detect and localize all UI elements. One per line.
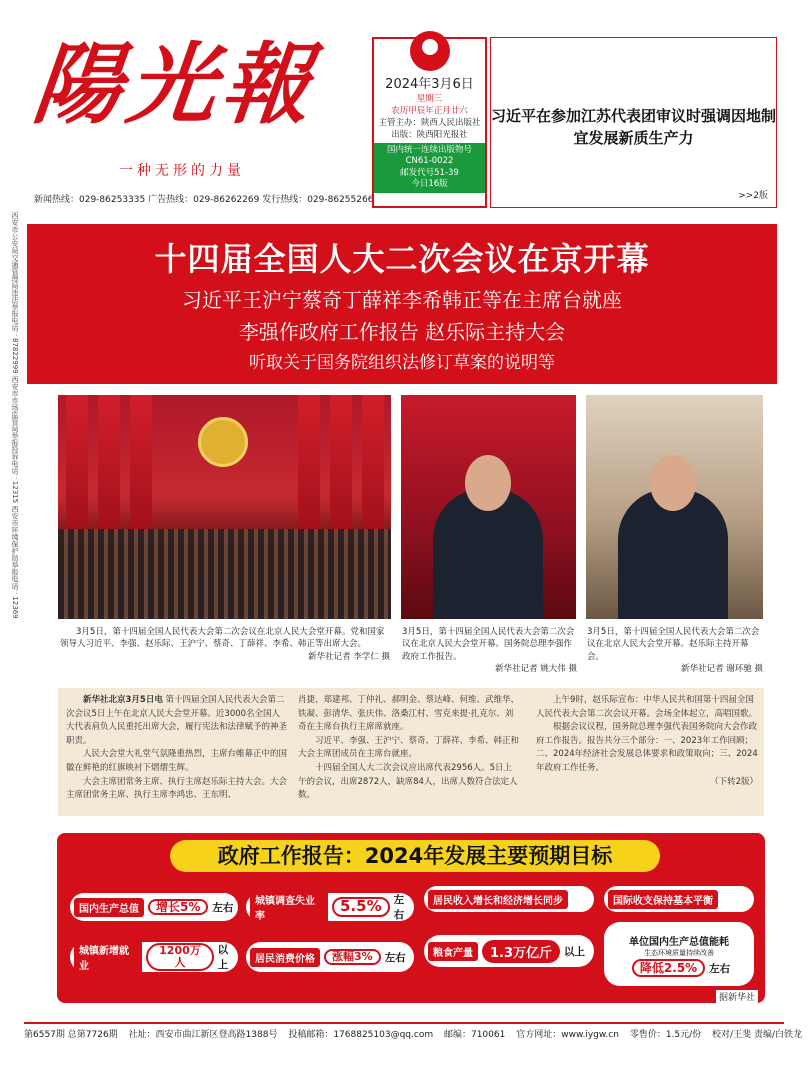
serial-label: 国内统一连续出版物号 — [386, 145, 472, 155]
story-column-1: 新华社北京3月5日电 第十四届全国人民代表大会第二次会议5日上午在北京人民大会堂开幕。近3000名全国人大代表肩负人民重托出席大会，履行宪法和法律赋予的神圣职责。 人民大会堂大礼堂气氛隆重热烈，主席台帷幕正中的国徽在鲜艳的红旗映衬下熠熠生辉。 大会主席团常务主席、执行主席赵乐际主持大会。大会主席团常务主席、执行主席李鸿忠、王东明、 — [66, 695, 288, 801]
photo-credit: 新华社记者 姚大伟 摄 — [495, 663, 577, 674]
jobs-target: 城镇新增就业 1200万人 以上 — [70, 942, 238, 972]
story-column-3: 上午9时，赵乐际宣布：中华人民共和国第十四届全国人民代表大会第二次会议开幕。会场全体起立，高唱国歌。 根据会议议程，国务院总理李强代表国务院向大会作政府工作报告。报告共分三个部分：一、2023年工作回顾；二、2024年经济社会发展总体要求和政策取向；三、2024年政府工作任务。 （下转2版） — [536, 694, 758, 789]
grain-value: 1.3万亿斤 — [482, 940, 560, 963]
photo-caption-2: 3月5日，第十四届全国人民代表大会第二次会议在北京人民大会堂开幕。国务院总理李强作政府工作报告。 新华社记者 姚大伟 摄 — [402, 627, 577, 674]
income-target: 居民收入增长和经济增长同步 — [424, 886, 594, 912]
jobs-value: 1200万人 — [146, 943, 213, 970]
issue-number: 第6557期 总第7726期 — [24, 1030, 118, 1040]
unemployment-value: 5.5% — [332, 897, 390, 917]
energy-value: 降低2.5% — [632, 959, 705, 977]
unemployment-target: 城镇调查失业率 5.5% 左右 — [246, 893, 414, 921]
story-column-2: 肖捷、郑建邦、丁仲礼、郝明金、蔡达峰、何维、武维华、铁凝、彭清华、张庆伟、洛桑江村、雪克来提·扎克尔、刘奇在主席台执行主席席就座。 习近平、李强、王沪宁、蔡奇、丁薛祥、李希、韩正和大会主席团成员在主席台就座。 十四届全国人大二次会议应出席代表2956人。5日上午的会议，出席2872人，缺席84人，出席人数符合法定人数。 — [298, 695, 520, 801]
photo-credit: 新华社记者 谢环驰 摄 — [681, 663, 763, 674]
national-emblem-icon — [198, 417, 248, 467]
presidium-seats — [58, 529, 391, 619]
targets-title: 政府工作报告：2024年发展主要预期目标 — [170, 840, 660, 872]
congress-hall-photo — [58, 395, 391, 619]
zhao-leji-photo — [586, 395, 763, 619]
cn-number: CN61-0022 — [405, 156, 454, 167]
page-footer — [24, 1022, 802, 1040]
editors: 校对/王斐 责编/白铁龙 — [712, 1030, 802, 1040]
masthead — [24, 30, 369, 190]
photo-caption-3: 3月5日，第十四届全国人民代表大会第二次会议在北京人民大会堂开幕。赵乐际主持开幕会。 新华社记者 谢环驰 摄 — [587, 627, 763, 674]
gdp-target: 国内生产总值 增长5% 左右 — [70, 893, 238, 921]
page-count: 今日16版 — [411, 179, 448, 190]
issue-date: 2024年3月6日 — [385, 77, 474, 92]
slogan: 一种无形的力量 — [119, 163, 245, 179]
publication-info — [374, 143, 485, 193]
lunar-date: 农历甲辰年正月廿六 — [391, 106, 468, 116]
sun-logo-icon — [410, 31, 450, 71]
lead-headline: 十四届全国人大二次会议在京开幕 — [154, 240, 650, 278]
zip-code: 邮编：710061 — [443, 1030, 506, 1040]
subheadline-1: 习近平王沪宁蔡奇丁薛祥李希韩正等在主席台就座 — [182, 288, 622, 312]
energy-target: 单位国内生产总值能耗 生态环境质量持续改善 降低2.5% 左右 — [604, 922, 754, 986]
cpi-value: 涨幅3% — [324, 949, 381, 965]
address: 社址：西安市曲江新区登高路1388号 — [128, 1030, 278, 1040]
newspaper-logo: 陽光報 — [28, 32, 322, 136]
postal-code: 邮发代号51-39 — [400, 167, 459, 178]
hotlines: 新闻热线：029-86253335 广告热线：029-86262269 发行热线：029-86255266 — [34, 195, 374, 205]
photo-caption-1: 3月5日，第十四届全国人民代表大会第二次会议在北京人民大会堂开幕。党和国家领导人习近平、李强、赵乐际、王沪宁、蔡奇、丁薛祥、李希、韩正等出席大会。 新华社记者 李学仁 摄 — [60, 627, 390, 662]
sponsor: 主管主办：陕西人民出版社 — [378, 118, 481, 128]
subheadline-2: 李强作政府工作报告 赵乐际主持大会 — [238, 320, 566, 344]
price: 零售价：1.5元/份 — [629, 1030, 702, 1040]
publisher: 出版：陕西阳光报社 — [391, 130, 468, 140]
gdp-value: 增长5% — [148, 899, 208, 916]
source-note: 据新华社 — [716, 990, 758, 1003]
li-qiang-photo — [401, 395, 576, 619]
cpi-target: 居民消费价格 涨幅3% 左右 — [246, 942, 414, 972]
weekday: 星期三 — [416, 94, 443, 104]
dateline: 新华社北京3月5日电 — [83, 695, 163, 705]
promo-page-ref: >>2版 — [738, 191, 768, 201]
subheadline-3: 听取关于国务院组织法修订草案的说明等 — [249, 353, 555, 373]
website[interactable]: 官方网址：www.iygw.cn — [516, 1030, 619, 1040]
news-story — [58, 688, 764, 816]
continued-note[interactable]: （下转2版） — [710, 776, 758, 787]
photo-credit: 新华社记者 李学仁 摄 — [308, 651, 390, 662]
promo-title[interactable]: 习近平在参加江苏代表团审议时强调因地制宜发展新质生产力 — [491, 107, 777, 147]
submission-email[interactable]: 投稿邮箱：1768825103@qq.com — [288, 1030, 434, 1040]
grain-target: 粮食产量 1.3万亿斤 以上 — [424, 935, 594, 967]
side-notice: 西安市公安局交通管理局违法举报电话：87822999 西安市市场监管局举报投诉电话：12315 西安市环境保护局举报电话：12369 — [11, 212, 19, 619]
promo-box[interactable] — [490, 37, 777, 208]
balance-target: 国际收支保持基本平衡 — [604, 886, 754, 912]
date-box — [372, 37, 487, 208]
